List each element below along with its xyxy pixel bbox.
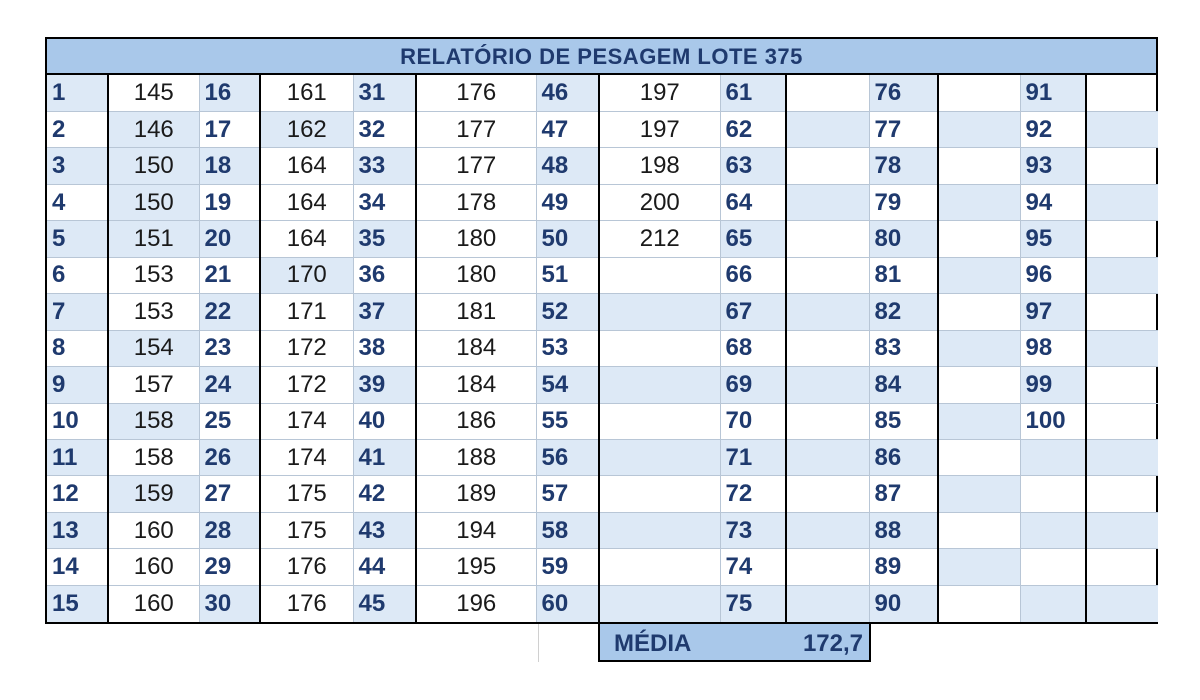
entry-weight — [938, 403, 1020, 439]
entry-number: 36 — [353, 257, 416, 293]
entry-number: 90 — [869, 585, 938, 622]
entry-number: 59 — [536, 549, 599, 585]
entry-weight: 196 — [416, 585, 536, 622]
entry-weight — [786, 440, 869, 476]
entry-number: 16 — [199, 75, 260, 111]
weighing-report-sheet — [45, 37, 1158, 624]
gridline-divider — [538, 624, 539, 662]
entry-number: 58 — [536, 512, 599, 548]
entry-weight: 164 — [260, 221, 353, 257]
entry-number: 12 — [47, 476, 108, 512]
entry-number: 92 — [1020, 111, 1086, 147]
entry-number: 67 — [720, 294, 786, 330]
entry-number: 3 — [47, 148, 108, 184]
entry-weight — [599, 403, 720, 439]
entry-number: 45 — [353, 585, 416, 622]
entry-weight: 197 — [599, 75, 720, 111]
entry-number: 42 — [353, 476, 416, 512]
entry-number: 6 — [47, 257, 108, 293]
entry-number: 21 — [199, 257, 260, 293]
entry-number: 33 — [353, 148, 416, 184]
weights-table — [47, 75, 1158, 622]
entry-weight: 160 — [108, 585, 199, 622]
entry-weight — [1086, 111, 1158, 147]
entry-number: 27 — [199, 476, 260, 512]
entry-number: 74 — [720, 549, 786, 585]
entry-weight: 180 — [416, 257, 536, 293]
entry-number: 54 — [536, 367, 599, 403]
entry-number: 53 — [536, 330, 599, 366]
entry-weight — [786, 111, 869, 147]
entry-weight: 150 — [108, 184, 199, 220]
entry-weight: 159 — [108, 476, 199, 512]
entry-weight — [1086, 549, 1158, 585]
entry-weight: 174 — [260, 440, 353, 476]
entry-weight: 175 — [260, 512, 353, 548]
entry-number: 77 — [869, 111, 938, 147]
entry-weight — [599, 257, 720, 293]
entry-weight — [786, 257, 869, 293]
entry-weight: 195 — [416, 549, 536, 585]
entry-number: 38 — [353, 330, 416, 366]
entry-number: 98 — [1020, 330, 1086, 366]
entry-number: 19 — [199, 184, 260, 220]
entry-weight: 194 — [416, 512, 536, 548]
entry-weight: 154 — [108, 330, 199, 366]
report-title: RELATÓRIO DE PESAGEM LOTE 375 — [47, 39, 1156, 75]
entry-weight — [938, 367, 1020, 403]
entry-number — [1020, 440, 1086, 476]
entry-weight — [938, 440, 1020, 476]
entry-number: 95 — [1020, 221, 1086, 257]
entry-weight: 161 — [260, 75, 353, 111]
entry-number: 46 — [536, 75, 599, 111]
entry-number: 10 — [47, 403, 108, 439]
entry-number: 50 — [536, 221, 599, 257]
entry-weight — [599, 549, 720, 585]
entry-weight: 198 — [599, 148, 720, 184]
entry-number — [1020, 549, 1086, 585]
entry-weight — [938, 221, 1020, 257]
entry-weight — [599, 294, 720, 330]
entry-number: 26 — [199, 440, 260, 476]
entry-number: 11 — [47, 440, 108, 476]
entry-number: 18 — [199, 148, 260, 184]
entry-weight — [786, 549, 869, 585]
entry-number — [1020, 476, 1086, 512]
entry-weight — [786, 148, 869, 184]
entry-weight — [1086, 585, 1158, 622]
entry-number: 73 — [720, 512, 786, 548]
table-row — [47, 257, 1158, 293]
entry-number: 57 — [536, 476, 599, 512]
entry-weight: 145 — [108, 75, 199, 111]
entry-weight — [1086, 330, 1158, 366]
entry-weight: 177 — [416, 148, 536, 184]
entry-number: 24 — [199, 367, 260, 403]
entry-number: 61 — [720, 75, 786, 111]
entry-number: 69 — [720, 367, 786, 403]
entry-weight: 164 — [260, 148, 353, 184]
entry-number: 100 — [1020, 403, 1086, 439]
entry-weight — [786, 75, 869, 111]
entry-number: 13 — [47, 512, 108, 548]
entry-number: 70 — [720, 403, 786, 439]
entry-number: 23 — [199, 330, 260, 366]
entry-number: 76 — [869, 75, 938, 111]
entry-number: 48 — [536, 148, 599, 184]
table-row — [47, 148, 1158, 184]
entry-weight: 184 — [416, 367, 536, 403]
entry-weight — [938, 549, 1020, 585]
entry-number: 7 — [47, 294, 108, 330]
entry-number: 94 — [1020, 184, 1086, 220]
entry-number: 87 — [869, 476, 938, 512]
entry-number: 32 — [353, 111, 416, 147]
entry-weight: 153 — [108, 294, 199, 330]
entry-number: 86 — [869, 440, 938, 476]
entry-weight — [599, 440, 720, 476]
entry-weight: 170 — [260, 257, 353, 293]
table-row — [47, 440, 1158, 476]
table-row — [47, 585, 1158, 622]
entry-weight — [599, 512, 720, 548]
entry-number: 5 — [47, 221, 108, 257]
entry-weight — [938, 294, 1020, 330]
entry-weight — [1086, 75, 1158, 111]
entry-number: 4 — [47, 184, 108, 220]
table-row — [47, 330, 1158, 366]
table-row — [47, 111, 1158, 147]
entry-weight: 181 — [416, 294, 536, 330]
entry-number: 91 — [1020, 75, 1086, 111]
entry-number: 43 — [353, 512, 416, 548]
entry-number: 65 — [720, 221, 786, 257]
entry-number: 25 — [199, 403, 260, 439]
entry-weight: 158 — [108, 403, 199, 439]
entry-number: 93 — [1020, 148, 1086, 184]
entry-weight — [786, 367, 869, 403]
entry-weight — [786, 221, 869, 257]
entry-number — [1020, 585, 1086, 622]
average-label: MÉDIA — [614, 630, 692, 657]
entry-weight: 177 — [416, 111, 536, 147]
entry-number: 75 — [720, 585, 786, 622]
entry-weight: 176 — [416, 75, 536, 111]
entry-weight — [938, 184, 1020, 220]
entry-number: 79 — [869, 184, 938, 220]
entry-number: 31 — [353, 75, 416, 111]
entry-weight: 175 — [260, 476, 353, 512]
entry-weight — [599, 367, 720, 403]
entry-weight — [786, 476, 869, 512]
entry-weight: 180 — [416, 221, 536, 257]
entry-weight — [938, 257, 1020, 293]
entry-number: 8 — [47, 330, 108, 366]
entry-number: 56 — [536, 440, 599, 476]
entry-number: 39 — [353, 367, 416, 403]
entry-weight: 171 — [260, 294, 353, 330]
average-box — [598, 624, 871, 662]
entry-weight — [786, 294, 869, 330]
entry-number: 66 — [720, 257, 786, 293]
entry-number: 64 — [720, 184, 786, 220]
entry-number: 51 — [536, 257, 599, 293]
entry-weight — [1086, 403, 1158, 439]
entry-number: 41 — [353, 440, 416, 476]
entry-weight: 189 — [416, 476, 536, 512]
entry-weight — [938, 476, 1020, 512]
entry-weight: 172 — [260, 367, 353, 403]
entry-number: 20 — [199, 221, 260, 257]
entry-weight — [786, 585, 869, 622]
entry-weight — [1086, 367, 1158, 403]
entry-weight: 174 — [260, 403, 353, 439]
entry-number: 99 — [1020, 367, 1086, 403]
entry-number: 14 — [47, 549, 108, 585]
entry-weight: 176 — [260, 549, 353, 585]
entry-weight — [938, 512, 1020, 548]
entry-weight: 200 — [599, 184, 720, 220]
entry-number: 85 — [869, 403, 938, 439]
entry-number: 96 — [1020, 257, 1086, 293]
entry-number: 84 — [869, 367, 938, 403]
entry-number: 37 — [353, 294, 416, 330]
entry-weight: 153 — [108, 257, 199, 293]
average-value: 172,7 — [802, 630, 863, 657]
table-row — [47, 367, 1158, 403]
entry-weight — [1086, 294, 1158, 330]
entry-number: 97 — [1020, 294, 1086, 330]
entry-weight: 157 — [108, 367, 199, 403]
entry-number: 1 — [47, 75, 108, 111]
entry-weight: 151 — [108, 221, 199, 257]
entry-number: 82 — [869, 294, 938, 330]
entry-number: 55 — [536, 403, 599, 439]
entry-weight: 197 — [599, 111, 720, 147]
entry-number: 83 — [869, 330, 938, 366]
entry-weight — [1086, 221, 1158, 257]
entry-number: 28 — [199, 512, 260, 548]
entry-number — [1020, 512, 1086, 548]
entry-weight — [786, 330, 869, 366]
entry-weight — [938, 585, 1020, 622]
entry-number: 44 — [353, 549, 416, 585]
entry-weight: 150 — [108, 148, 199, 184]
entry-number: 17 — [199, 111, 260, 147]
entry-weight — [938, 330, 1020, 366]
entry-number: 52 — [536, 294, 599, 330]
entry-weight — [938, 111, 1020, 147]
entry-weight — [1086, 257, 1158, 293]
entry-weight — [938, 148, 1020, 184]
entry-weight: 184 — [416, 330, 536, 366]
entry-number: 71 — [720, 440, 786, 476]
entry-weight — [1086, 512, 1158, 548]
entry-number: 63 — [720, 148, 786, 184]
entry-weight: 172 — [260, 330, 353, 366]
entry-weight — [786, 403, 869, 439]
entry-number: 2 — [47, 111, 108, 147]
table-row — [47, 75, 1158, 111]
entry-weight — [1086, 184, 1158, 220]
table-row — [47, 476, 1158, 512]
entry-weight: 178 — [416, 184, 536, 220]
entry-weight — [786, 512, 869, 548]
entry-weight — [1086, 476, 1158, 512]
entry-weight — [938, 75, 1020, 111]
entry-number: 68 — [720, 330, 786, 366]
entry-number: 49 — [536, 184, 599, 220]
entry-number: 47 — [536, 111, 599, 147]
entry-weight: 146 — [108, 111, 199, 147]
entry-number: 78 — [869, 148, 938, 184]
entry-number: 80 — [869, 221, 938, 257]
entry-number: 35 — [353, 221, 416, 257]
entry-weight: 158 — [108, 440, 199, 476]
entry-number: 29 — [199, 549, 260, 585]
entry-number: 72 — [720, 476, 786, 512]
entry-number: 81 — [869, 257, 938, 293]
entry-number: 62 — [720, 111, 786, 147]
entry-weight — [599, 585, 720, 622]
entry-weight — [1086, 440, 1158, 476]
table-row — [47, 403, 1158, 439]
table-row — [47, 549, 1158, 585]
entry-weight: 186 — [416, 403, 536, 439]
entry-weight: 164 — [260, 184, 353, 220]
entry-number: 22 — [199, 294, 260, 330]
entry-weight — [786, 184, 869, 220]
entry-weight — [599, 476, 720, 512]
entry-weight: 160 — [108, 549, 199, 585]
entry-weight: 188 — [416, 440, 536, 476]
table-row — [47, 512, 1158, 548]
entry-weight — [599, 330, 720, 366]
table-row — [47, 184, 1158, 220]
entry-number: 9 — [47, 367, 108, 403]
entry-weight — [1086, 148, 1158, 184]
entry-number: 88 — [869, 512, 938, 548]
entry-number: 34 — [353, 184, 416, 220]
table-row — [47, 294, 1158, 330]
entry-number: 30 — [199, 585, 260, 622]
entry-number: 40 — [353, 403, 416, 439]
entry-weight: 160 — [108, 512, 199, 548]
entry-number: 15 — [47, 585, 108, 622]
entry-weight: 162 — [260, 111, 353, 147]
entry-weight: 176 — [260, 585, 353, 622]
entry-number: 60 — [536, 585, 599, 622]
entry-weight: 212 — [599, 221, 720, 257]
entry-number: 89 — [869, 549, 938, 585]
table-row — [47, 221, 1158, 257]
